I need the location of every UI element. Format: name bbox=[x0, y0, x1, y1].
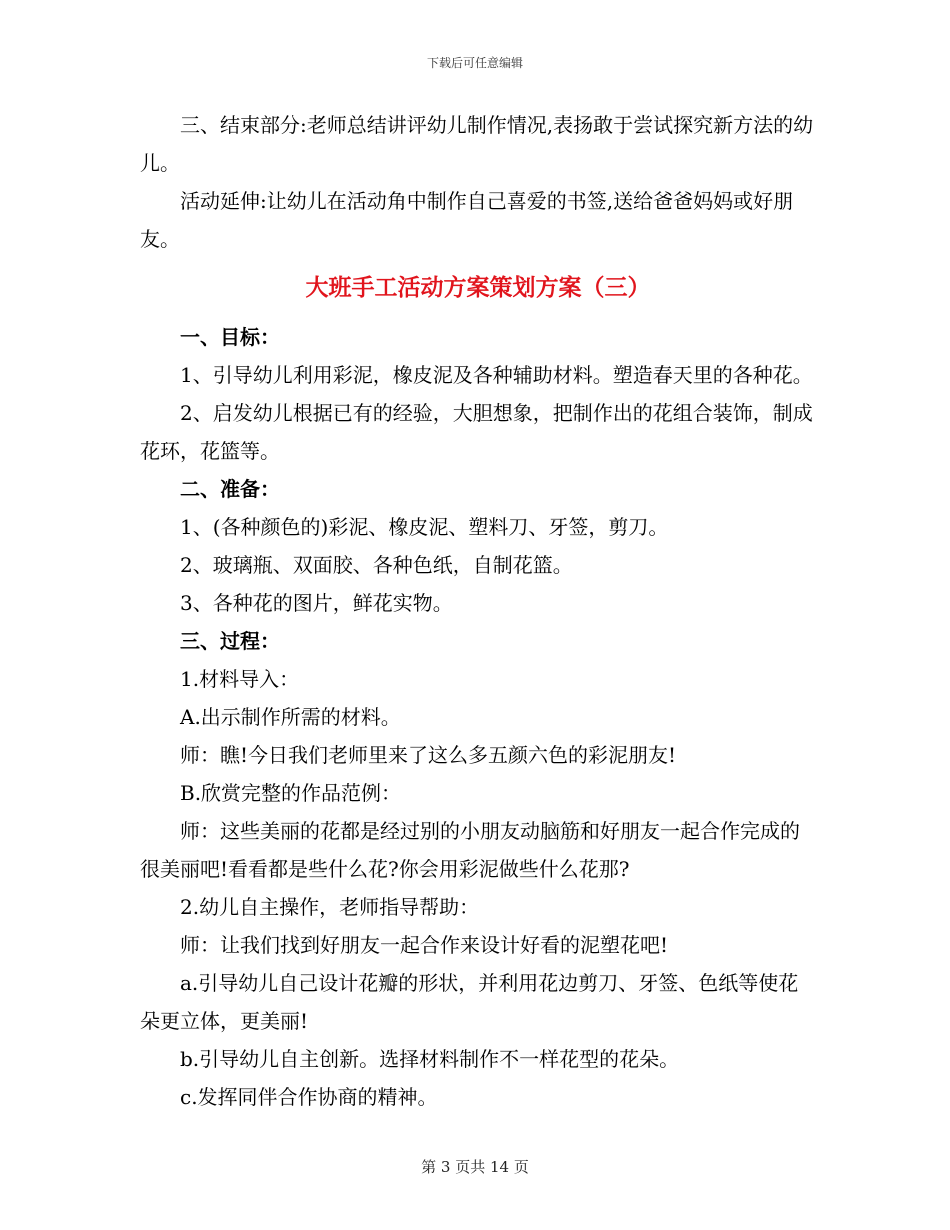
paragraph-closing: 三、结束部分:老师总结讲评幼儿制作情况,表扬敢于尝试探究新方法的幼儿。 bbox=[140, 113, 814, 175]
process-step-2a: 师：让我们找到好朋友一起合作来设计好看的泥塑花吧! bbox=[180, 933, 669, 957]
process-step-2b: a.引导幼儿自己设计花瓣的形状，并利用花边剪刀、牙签、色纸等使花朵更立体，更美丽! bbox=[140, 971, 799, 1033]
process-step-2: 2.幼儿自主操作，老师指导帮助： bbox=[180, 895, 480, 919]
heading-preparation: 二、准备： bbox=[180, 477, 280, 501]
prep-item-3: 3、各种花的图片，鲜花实物。 bbox=[180, 591, 453, 615]
goal-item-2: 2、启发幼儿根据已有的经验，大胆想象，把制作出的花组合装饰，制成花环，花篮等。 bbox=[140, 401, 813, 463]
document-body bbox=[140, 106, 816, 1116]
page-number: 第 3 页共 14 页 bbox=[421, 1158, 529, 1176]
paragraph-extension: 活动延伸:让幼儿在活动角中制作自己喜爱的书签,送给爸爸妈妈或好朋友。 bbox=[140, 189, 794, 251]
process-step-1a: A.出示制作所需的材料。 bbox=[180, 705, 401, 729]
heading-process: 三、过程： bbox=[180, 629, 280, 653]
process-step-1c: B.欣赏完整的作品范例： bbox=[180, 781, 402, 805]
process-step-1b: 师：瞧!今日我们老师里来了这么多五颜六色的彩泥朋友! bbox=[180, 743, 677, 767]
heading-goals: 一、目标： bbox=[180, 325, 280, 349]
process-step-2d: c.发挥同伴合作协商的精神。 bbox=[180, 1085, 438, 1109]
process-step-1d: 师：这些美丽的花都是经过别的小朋友动脑筋和好朋友一起合作完成的很美丽吧!看看都是些什么花?你会用彩泥做些什么花那? bbox=[140, 819, 800, 881]
goal-item-1: 1、引导幼儿利用彩泥，橡皮泥及各种辅助材料。塑造春天里的各种花。 bbox=[180, 363, 813, 387]
process-step-2c: b.引导幼儿自主创新。选择材料制作不一样花型的花朵。 bbox=[180, 1047, 680, 1071]
section-title: 大班手工活动方案策划方案（三） bbox=[305, 274, 651, 301]
prep-item-1: 1、(各种颜色的)彩泥、橡皮泥、塑料刀、牙签，剪刀。 bbox=[180, 515, 669, 539]
process-step-1: 1.材料导入： bbox=[180, 667, 300, 691]
header-note: 下载后可任意编辑 bbox=[426, 56, 523, 70]
prep-item-2: 2、玻璃瓶、双面胶、各种色纸，自制花篮。 bbox=[180, 553, 573, 577]
